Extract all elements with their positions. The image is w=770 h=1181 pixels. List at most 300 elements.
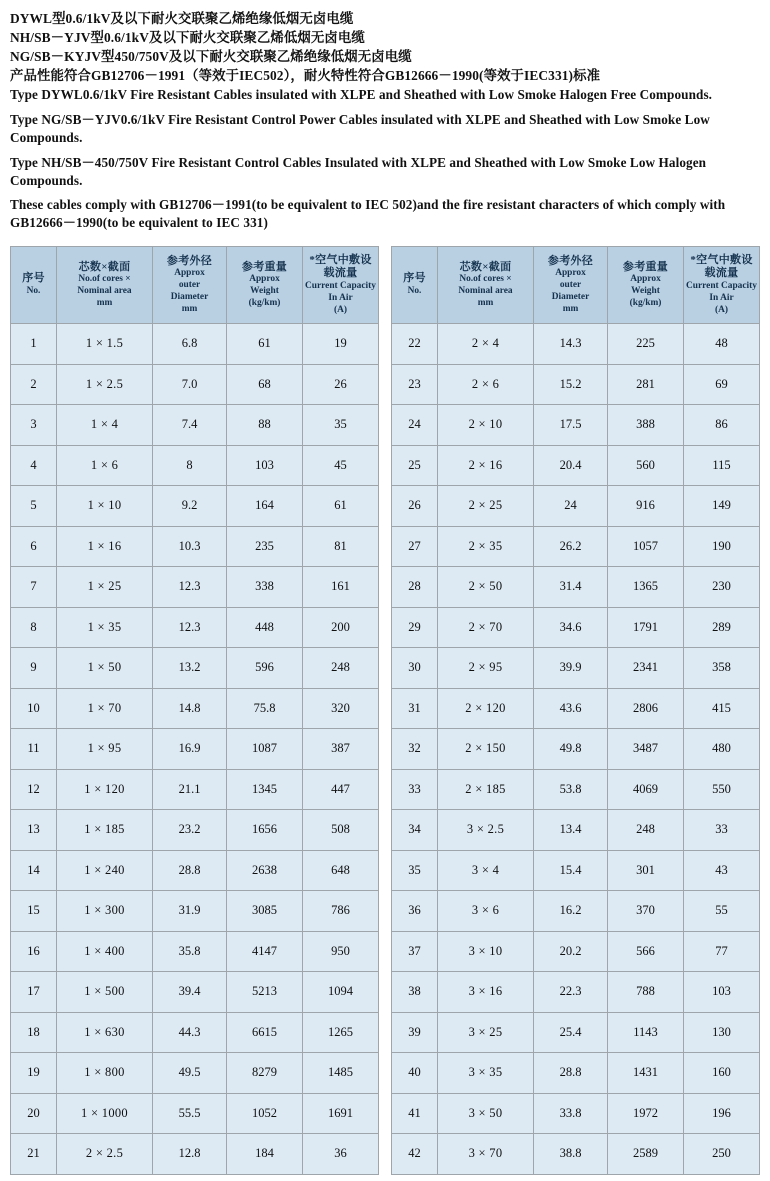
cell-diameter: 15.2 <box>534 364 608 405</box>
cell-no: 7 <box>11 567 57 608</box>
cell-cores: 3 × 4 <box>438 850 534 891</box>
cell-current: 55 <box>684 891 760 932</box>
table-row <box>11 607 379 648</box>
cell-current: 61 <box>303 486 379 527</box>
cell-no: 9 <box>11 648 57 689</box>
cell-cores: 2 × 185 <box>438 769 534 810</box>
cell-no: 27 <box>392 526 438 567</box>
table-row <box>392 1134 760 1175</box>
header-cores-cn: 芯数×截面 <box>459 260 512 273</box>
cell-weight: 248 <box>608 810 684 851</box>
cell-current: 950 <box>303 931 379 972</box>
table-row <box>11 364 379 405</box>
cell-weight: 235 <box>227 526 303 567</box>
intro-line: Type NH/SB－450/750V Fire Resistant Control Cables Insulated with XLPE and Sheathed with Low Smoke Low Halogen Compounds. <box>10 154 707 188</box>
header-cores-cn: 芯数×截面 <box>78 260 131 273</box>
cell-diameter: 16.2 <box>534 891 608 932</box>
cell-current: 69 <box>684 364 760 405</box>
cell-weight: 4069 <box>608 769 684 810</box>
header-current-en1: Current Capacity <box>686 281 757 292</box>
cell-current: 320 <box>303 688 379 729</box>
cell-weight: 3085 <box>227 891 303 932</box>
cell-cores: 1 × 4 <box>57 405 153 446</box>
cell-diameter: 34.6 <box>534 607 608 648</box>
cell-current: 200 <box>303 607 379 648</box>
cell-diameter: 35.8 <box>153 931 227 972</box>
cell-cores: 2 × 2.5 <box>57 1134 153 1175</box>
cell-diameter: 12.3 <box>153 607 227 648</box>
cell-diameter: 39.4 <box>153 972 227 1013</box>
cell-diameter: 49.8 <box>534 729 608 770</box>
cell-diameter: 14.3 <box>534 324 608 365</box>
cell-no: 35 <box>392 850 438 891</box>
cell-diameter: 8 <box>153 445 227 486</box>
cell-no: 14 <box>11 850 57 891</box>
table-row <box>392 405 760 446</box>
cell-current: 447 <box>303 769 379 810</box>
cell-diameter: 13.4 <box>534 810 608 851</box>
cell-weight: 225 <box>608 324 684 365</box>
header-cores-en2: Nominal area <box>458 286 513 297</box>
cell-diameter: 7.0 <box>153 364 227 405</box>
header-no-cn: 序号 <box>403 272 426 285</box>
header-current-en1: Current Capacity <box>305 281 376 292</box>
cell-weight: 788 <box>608 972 684 1013</box>
table-body-right <box>392 324 760 1175</box>
header-no-cn: 序号 <box>22 272 45 285</box>
table-header-row <box>392 247 760 324</box>
cell-cores: 1 × 95 <box>57 729 153 770</box>
cell-current: 115 <box>684 445 760 486</box>
header-weight-en2: Weight <box>631 286 660 297</box>
header-current-cn: *空气中敷设载流量 <box>690 253 753 280</box>
cell-diameter: 12.3 <box>153 567 227 608</box>
cell-current: 387 <box>303 729 379 770</box>
spec-tables <box>10 246 760 1175</box>
cell-weight: 301 <box>608 850 684 891</box>
cell-weight: 1087 <box>227 729 303 770</box>
header-current-capacity <box>303 247 379 324</box>
cell-no: 18 <box>11 1012 57 1053</box>
cell-no: 8 <box>11 607 57 648</box>
header-diameter-en1: Approx <box>174 268 205 279</box>
cell-weight: 281 <box>608 364 684 405</box>
cell-no: 24 <box>392 405 438 446</box>
table-row <box>392 769 760 810</box>
table-row <box>392 445 760 486</box>
cell-no: 28 <box>392 567 438 608</box>
header-current-en2: In Air <box>328 292 353 303</box>
table-row <box>392 931 760 972</box>
cell-no: 2 <box>11 364 57 405</box>
cell-diameter: 20.4 <box>534 445 608 486</box>
intro-line: NG/SB－KYJV型450/750V及以下耐火交联聚乙烯绝缘低烟无卤电缆 <box>10 49 412 65</box>
cell-weight: 4147 <box>227 931 303 972</box>
header-current-en3: (A) <box>333 304 347 315</box>
cell-weight: 1972 <box>608 1093 684 1134</box>
cell-current: 161 <box>303 567 379 608</box>
header-diameter <box>534 247 608 324</box>
cell-current: 508 <box>303 810 379 851</box>
cell-current: 248 <box>303 648 379 689</box>
header-cores-en2: Nominal area <box>77 286 132 297</box>
cell-cores: 2 × 6 <box>438 364 534 405</box>
header-cores-area <box>57 247 153 324</box>
cell-no: 21 <box>11 1134 57 1175</box>
table-row <box>392 1053 760 1094</box>
cell-cores: 2 × 25 <box>438 486 534 527</box>
cell-weight: 2341 <box>608 648 684 689</box>
cell-weight: 566 <box>608 931 684 972</box>
cell-diameter: 39.9 <box>534 648 608 689</box>
cell-diameter: 25.4 <box>534 1012 608 1053</box>
table-row <box>11 850 379 891</box>
cell-cores: 1 × 35 <box>57 607 153 648</box>
cell-cores: 3 × 70 <box>438 1134 534 1175</box>
cell-weight: 370 <box>608 891 684 932</box>
cell-no: 37 <box>392 931 438 972</box>
cell-weight: 2806 <box>608 688 684 729</box>
header-cores-en1: No.of cores × <box>78 274 131 285</box>
cell-cores: 1 × 500 <box>57 972 153 1013</box>
header-no <box>392 247 438 324</box>
cell-cores: 3 × 2.5 <box>438 810 534 851</box>
cell-no: 30 <box>392 648 438 689</box>
table-row <box>392 486 760 527</box>
cell-cores: 1 × 185 <box>57 810 153 851</box>
cell-weight: 6615 <box>227 1012 303 1053</box>
cell-weight: 1345 <box>227 769 303 810</box>
cell-current: 26 <box>303 364 379 405</box>
table-row <box>392 567 760 608</box>
cell-diameter: 33.8 <box>534 1093 608 1134</box>
cell-no: 23 <box>392 364 438 405</box>
cell-current: 86 <box>684 405 760 446</box>
cell-diameter: 24 <box>534 486 608 527</box>
cell-weight: 164 <box>227 486 303 527</box>
cell-cores: 2 × 10 <box>438 405 534 446</box>
table-row <box>392 364 760 405</box>
spec-table-left <box>10 246 379 1175</box>
cell-current: 149 <box>684 486 760 527</box>
header-cores-area <box>438 247 534 324</box>
cell-diameter: 6.8 <box>153 324 227 365</box>
header-diameter-en2: outer <box>178 280 201 291</box>
header-weight-en3: (kg/km) <box>248 297 281 308</box>
header-weight-cn: 参考重量 <box>241 260 288 273</box>
cell-weight: 916 <box>608 486 684 527</box>
cell-weight: 596 <box>227 648 303 689</box>
intro-line: Type DYWL0.6/1kV Fire Resistant Cables insulated with XLPE and Sheathed with Low Smoke Halogen Free Compounds. <box>10 87 713 103</box>
cell-current: 289 <box>684 607 760 648</box>
intro-text-block <box>10 10 760 232</box>
cell-no: 39 <box>392 1012 438 1053</box>
table-row <box>11 324 379 365</box>
cell-weight: 338 <box>227 567 303 608</box>
header-diameter-en3: Diameter <box>170 291 209 302</box>
cell-current: 1094 <box>303 972 379 1013</box>
header-diameter-en3: Diameter <box>551 291 590 302</box>
cell-no: 3 <box>11 405 57 446</box>
cell-weight: 8279 <box>227 1053 303 1094</box>
cell-cores: 3 × 50 <box>438 1093 534 1134</box>
cell-cores: 1 × 240 <box>57 850 153 891</box>
cell-no: 11 <box>11 729 57 770</box>
intro-line: DYWL型0.6/1kV及以下耐火交联聚乙烯绝缘低烟无卤电缆 <box>10 11 354 26</box>
cell-cores: 1 × 70 <box>57 688 153 729</box>
cell-current: 786 <box>303 891 379 932</box>
table-row <box>11 405 379 446</box>
cell-no: 22 <box>392 324 438 365</box>
cell-no: 1 <box>11 324 57 365</box>
cell-no: 16 <box>11 931 57 972</box>
header-current-capacity <box>684 247 760 324</box>
cell-weight: 1143 <box>608 1012 684 1053</box>
header-weight-en2: Weight <box>250 286 279 297</box>
cell-weight: 2638 <box>227 850 303 891</box>
cell-current: 160 <box>684 1053 760 1094</box>
cell-diameter: 38.8 <box>534 1134 608 1175</box>
header-cores-en1: No.of cores × <box>459 274 512 285</box>
cell-current: 33 <box>684 810 760 851</box>
cell-no: 32 <box>392 729 438 770</box>
table-row <box>11 1134 379 1175</box>
cell-weight: 68 <box>227 364 303 405</box>
cell-weight: 1365 <box>608 567 684 608</box>
header-diameter <box>153 247 227 324</box>
cell-no: 15 <box>11 891 57 932</box>
table-row <box>11 1053 379 1094</box>
cell-weight: 1431 <box>608 1053 684 1094</box>
cell-no: 12 <box>11 769 57 810</box>
table-row <box>11 648 379 689</box>
table-row <box>392 729 760 770</box>
table-row <box>11 688 379 729</box>
cell-cores: 2 × 95 <box>438 648 534 689</box>
cell-current: 550 <box>684 769 760 810</box>
cell-weight: 61 <box>227 324 303 365</box>
cell-diameter: 9.2 <box>153 486 227 527</box>
cell-no: 13 <box>11 810 57 851</box>
cell-diameter: 17.5 <box>534 405 608 446</box>
cell-current: 77 <box>684 931 760 972</box>
cell-current: 250 <box>684 1134 760 1175</box>
cell-no: 36 <box>392 891 438 932</box>
header-no <box>11 247 57 324</box>
table-row <box>11 769 379 810</box>
cell-weight: 448 <box>227 607 303 648</box>
header-diameter-en1: Approx <box>555 268 586 279</box>
cell-current: 190 <box>684 526 760 567</box>
cell-weight: 1791 <box>608 607 684 648</box>
table-row <box>392 648 760 689</box>
header-diameter-cn: 参考外径 <box>166 254 213 267</box>
table-row <box>392 607 760 648</box>
header-diameter-en2: outer <box>559 280 582 291</box>
table-row <box>11 526 379 567</box>
cell-current: 45 <box>303 445 379 486</box>
cell-diameter: 31.4 <box>534 567 608 608</box>
cell-current: 35 <box>303 405 379 446</box>
cell-diameter: 28.8 <box>534 1053 608 1094</box>
cell-diameter: 13.2 <box>153 648 227 689</box>
cell-current: 43 <box>684 850 760 891</box>
cell-cores: 1 × 1.5 <box>57 324 153 365</box>
cell-cores: 3 × 35 <box>438 1053 534 1094</box>
intro-line: Type NG/SB－YJV0.6/1kV Fire Resistant Control Power Cables insulated with XLPE and Sheathed with Low Smoke Low Compounds. <box>10 112 710 145</box>
table-row <box>11 729 379 770</box>
table-row <box>11 445 379 486</box>
header-diameter-en4: mm <box>181 303 198 314</box>
cell-diameter: 15.4 <box>534 850 608 891</box>
cell-diameter: 31.9 <box>153 891 227 932</box>
cell-diameter: 49.5 <box>153 1053 227 1094</box>
table-row <box>11 891 379 932</box>
cell-cores: 1 × 2.5 <box>57 364 153 405</box>
table-header-row <box>11 247 379 324</box>
cell-cores: 2 × 50 <box>438 567 534 608</box>
cell-current: 358 <box>684 648 760 689</box>
cell-no: 6 <box>11 526 57 567</box>
cell-current: 103 <box>684 972 760 1013</box>
cell-no: 33 <box>392 769 438 810</box>
cell-current: 648 <box>303 850 379 891</box>
header-no-en: No. <box>407 286 422 297</box>
cell-cores: 1 × 400 <box>57 931 153 972</box>
cell-diameter: 12.8 <box>153 1134 227 1175</box>
cell-no: 20 <box>11 1093 57 1134</box>
cell-weight: 3487 <box>608 729 684 770</box>
cell-cores: 2 × 70 <box>438 607 534 648</box>
cell-no: 10 <box>11 688 57 729</box>
header-cores-en3: mm <box>96 297 113 308</box>
table-row <box>11 486 379 527</box>
cell-no: 34 <box>392 810 438 851</box>
cell-diameter: 53.8 <box>534 769 608 810</box>
cell-current: 1265 <box>303 1012 379 1053</box>
cell-cores: 1 × 6 <box>57 445 153 486</box>
cell-cores: 1 × 16 <box>57 526 153 567</box>
header-weight-en3: (kg/km) <box>629 297 662 308</box>
cell-diameter: 16.9 <box>153 729 227 770</box>
cell-cores: 1 × 300 <box>57 891 153 932</box>
cell-weight: 2589 <box>608 1134 684 1175</box>
cell-cores: 1 × 800 <box>57 1053 153 1094</box>
header-weight-en1: Approx <box>249 274 280 285</box>
header-cores-en3: mm <box>477 297 494 308</box>
cell-cores: 3 × 16 <box>438 972 534 1013</box>
cell-cores: 2 × 150 <box>438 729 534 770</box>
cell-current: 230 <box>684 567 760 608</box>
cell-cores: 3 × 6 <box>438 891 534 932</box>
cell-weight: 560 <box>608 445 684 486</box>
header-current-en2: In Air <box>709 292 734 303</box>
cell-weight: 1656 <box>227 810 303 851</box>
cell-current: 415 <box>684 688 760 729</box>
cell-cores: 1 × 10 <box>57 486 153 527</box>
cell-no: 29 <box>392 607 438 648</box>
cell-weight: 103 <box>227 445 303 486</box>
cell-diameter: 22.3 <box>534 972 608 1013</box>
header-diameter-en4: mm <box>562 303 579 314</box>
cell-current: 36 <box>303 1134 379 1175</box>
cell-no: 5 <box>11 486 57 527</box>
header-current-cn: *空气中敷设载流量 <box>309 253 372 280</box>
cell-weight: 88 <box>227 405 303 446</box>
cell-cores: 2 × 16 <box>438 445 534 486</box>
cell-current: 19 <box>303 324 379 365</box>
cell-diameter: 43.6 <box>534 688 608 729</box>
cell-no: 25 <box>392 445 438 486</box>
cell-no: 31 <box>392 688 438 729</box>
cell-no: 19 <box>11 1053 57 1094</box>
cell-cores: 1 × 630 <box>57 1012 153 1053</box>
table-row <box>392 891 760 932</box>
cell-no: 40 <box>392 1053 438 1094</box>
header-weight-en1: Approx <box>630 274 661 285</box>
cell-diameter: 44.3 <box>153 1012 227 1053</box>
cell-cores: 3 × 25 <box>438 1012 534 1053</box>
cell-weight: 75.8 <box>227 688 303 729</box>
cell-current: 48 <box>684 324 760 365</box>
cell-weight: 184 <box>227 1134 303 1175</box>
table-row <box>392 324 760 365</box>
cell-cores: 1 × 50 <box>57 648 153 689</box>
cell-current: 1485 <box>303 1053 379 1094</box>
spec-table-right <box>391 246 760 1175</box>
cell-cores: 2 × 4 <box>438 324 534 365</box>
table-row <box>392 1093 760 1134</box>
cell-cores: 1 × 120 <box>57 769 153 810</box>
cell-weight: 388 <box>608 405 684 446</box>
cell-current: 81 <box>303 526 379 567</box>
table-row <box>11 972 379 1013</box>
cell-weight: 5213 <box>227 972 303 1013</box>
table-row <box>11 1012 379 1053</box>
table-body-left <box>11 324 379 1175</box>
header-diameter-cn: 参考外径 <box>547 254 594 267</box>
table-row <box>392 688 760 729</box>
intro-line: NH/SB－YJV型0.6/1kV及以下耐火交联聚乙烯低烟无卤电缆 <box>10 30 365 46</box>
cell-no: 42 <box>392 1134 438 1175</box>
cell-weight: 1057 <box>608 526 684 567</box>
header-weight-cn: 参考重量 <box>622 260 669 273</box>
cell-diameter: 20.2 <box>534 931 608 972</box>
cell-no: 4 <box>11 445 57 486</box>
cell-diameter: 23.2 <box>153 810 227 851</box>
cell-cores: 1 × 1000 <box>57 1093 153 1134</box>
cell-no: 17 <box>11 972 57 1013</box>
cell-cores: 3 × 10 <box>438 931 534 972</box>
cell-current: 196 <box>684 1093 760 1134</box>
header-no-en: No. <box>26 286 41 297</box>
cell-diameter: 14.8 <box>153 688 227 729</box>
cell-cores: 2 × 120 <box>438 688 534 729</box>
table-row <box>11 567 379 608</box>
header-current-en3: (A) <box>714 304 728 315</box>
intro-line: These cables comply with GB12706－1991(to be equivalent to IEC 502)and the fire resistant characters of which comply with GB12666－1990(to be equivalent to IEC 331) <box>10 197 726 231</box>
cell-current: 130 <box>684 1012 760 1053</box>
table-row <box>11 931 379 972</box>
cell-diameter: 55.5 <box>153 1093 227 1134</box>
cell-cores: 2 × 35 <box>438 526 534 567</box>
table-row <box>11 1093 379 1134</box>
cell-no: 38 <box>392 972 438 1013</box>
cell-no: 26 <box>392 486 438 527</box>
cell-cores: 1 × 25 <box>57 567 153 608</box>
header-weight <box>608 247 684 324</box>
header-weight <box>227 247 303 324</box>
